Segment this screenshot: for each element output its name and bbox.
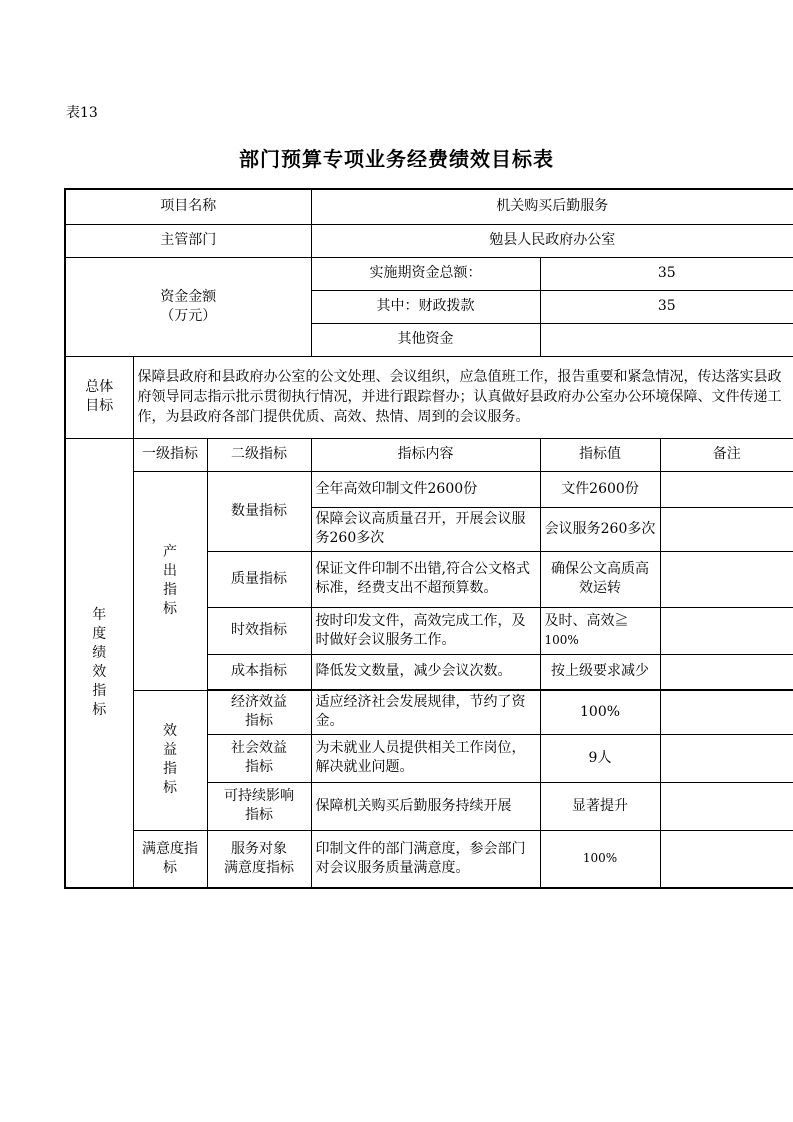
annual-char: 指 xyxy=(92,682,107,699)
output-char: 出 xyxy=(163,562,177,579)
indicator-value: 文件2600份 xyxy=(540,471,660,507)
indicator-value: 100% xyxy=(540,690,660,734)
indicator-content: 保证文件印制不出错,符合公文格式标准，经费支出不超预算数。 xyxy=(311,551,540,607)
indicator-content: 为未就业人员提供相关工作岗位，解决就业问题。 xyxy=(311,734,540,782)
satisfaction-indicator-label xyxy=(133,830,207,888)
funds-other-value xyxy=(540,323,793,356)
project-value: 机关购买后勤服务 xyxy=(311,189,793,224)
satisfaction-sub-line2: 满意度指标 xyxy=(224,859,294,876)
indicator-value: 9人 xyxy=(540,734,660,782)
overall-goal-label xyxy=(65,356,133,438)
funds-label-line1: 资金金额 xyxy=(160,288,217,305)
funds-other-label: 其他资金 xyxy=(311,323,540,356)
funds-total-label: 实施期资金总额： xyxy=(311,257,540,290)
economic-label-line1: 经济效益 xyxy=(231,694,287,710)
indicator-value: 显著提升 xyxy=(540,782,660,830)
indicator-header-row xyxy=(65,438,793,471)
benefit-char: 指 xyxy=(163,761,177,777)
header-level1: 一级指标 xyxy=(133,438,207,471)
funds-label xyxy=(65,257,311,356)
indicator-value xyxy=(540,607,660,654)
cost-indicator-label: 成本指标 xyxy=(207,654,311,689)
overall-goal-label-line1: 总体 xyxy=(85,379,114,395)
indicator-remark xyxy=(660,507,793,551)
indicator-remark xyxy=(660,690,793,734)
funds-total-value: 35 xyxy=(540,257,793,290)
benefit-char: 效 xyxy=(163,723,177,739)
indicator-value: 确保公文高质高效运转 xyxy=(540,551,660,607)
header-remark: 备注 xyxy=(660,438,793,471)
indicator-remark xyxy=(660,734,793,782)
table-number-label: 表13 xyxy=(66,105,98,121)
overall-goal-label-line2: 目标 xyxy=(85,398,114,414)
quantity-indicator-label: 数量指标 xyxy=(207,471,311,551)
sustainable-label-line1: 可持续影响 xyxy=(224,788,294,804)
annual-char: 度 xyxy=(92,625,107,642)
department-label: 主管部门 xyxy=(65,224,311,257)
indicator-content: 适应经济社会发展规律，节约了资金。 xyxy=(311,690,540,734)
economic-indicator-label xyxy=(207,690,311,734)
annual-char: 年 xyxy=(92,606,107,623)
indicator-content: 保障机关购买后勤服务持续开展 xyxy=(311,782,540,830)
funds-fiscal-value: 35 xyxy=(540,290,793,323)
funds-label-line2: （万元） xyxy=(160,307,217,324)
output-char: 产 xyxy=(163,543,177,560)
social-indicator-label xyxy=(207,734,311,782)
quality-indicator-label: 质量指标 xyxy=(207,551,311,607)
indicator-value: 100% xyxy=(540,830,660,888)
timeliness-indicator-label: 时效指标 xyxy=(207,607,311,654)
indicator-remark xyxy=(660,607,793,654)
overall-goal-row xyxy=(65,356,793,438)
table-row xyxy=(65,690,793,734)
overall-goal-text: 保障县政府和县政府办公室的公文处理、会议组织，应急值班工作，报告重要和紧急情况，传达落实县政府领导同志指示批示贯彻执行情况，并进行跟踪督办；认真做好县政府办公室办公环境保障、文件传递工作，为县政府各部门提供优质、高效、热情、周到的会议服务。 xyxy=(133,356,793,438)
sustainable-indicator-label xyxy=(207,782,311,830)
benefit-indicator-label xyxy=(133,690,207,830)
indicator-value-line2: 100% xyxy=(544,632,579,647)
satisfaction-sub-line1: 服务对象 xyxy=(231,840,287,857)
annual-char: 标 xyxy=(92,701,107,718)
satisfaction-label-line1: 满意度指 xyxy=(142,840,198,857)
header-content: 指标内容 xyxy=(311,438,540,471)
economic-label-line2: 指标 xyxy=(245,713,273,729)
header-value: 指标值 xyxy=(540,438,660,471)
project-label: 项目名称 xyxy=(65,189,311,224)
indicator-content: 按时印发文件，高效完成工作，及时做好会议服务工作。 xyxy=(311,607,540,654)
indicator-remark xyxy=(660,551,793,607)
indicator-content: 保障会议高质量召开，开展会议服务260多次 xyxy=(311,507,540,551)
satisfaction-sub-indicator-label xyxy=(207,830,311,888)
department-value: 勉县人民政府办公室 xyxy=(311,224,793,257)
benefit-char: 标 xyxy=(163,780,177,796)
indicator-remark xyxy=(660,830,793,888)
social-label-line1: 社会效益 xyxy=(231,740,287,756)
table-row xyxy=(65,471,793,507)
indicator-value: 按上级要求减少 xyxy=(540,654,660,689)
department-row xyxy=(65,224,793,257)
table-row xyxy=(65,830,793,888)
sustainable-label-line2: 指标 xyxy=(245,807,273,823)
performance-target-table xyxy=(64,188,793,889)
benefit-char: 益 xyxy=(163,742,177,758)
indicator-content: 印制文件的部门满意度，参会部门对会议服务质量满意度。 xyxy=(311,830,540,888)
page-title: 部门预算专项业务经费绩效目标表 xyxy=(239,147,554,171)
funds-fiscal-label: 其中：财政拨款 xyxy=(311,290,540,323)
output-indicator-label xyxy=(133,471,207,690)
funds-total-row xyxy=(65,257,793,290)
output-char: 标 xyxy=(163,600,177,617)
indicator-content: 降低发文数量，减少会议次数。 xyxy=(311,654,540,689)
indicator-content: 全年高效印制文件2600份 xyxy=(311,471,540,507)
annual-char: 效 xyxy=(92,663,107,680)
indicator-remark xyxy=(660,654,793,689)
indicator-remark xyxy=(660,782,793,830)
annual-indicator-label xyxy=(65,438,133,888)
project-row xyxy=(65,189,793,224)
indicator-value-line1: 及时、高效≧ xyxy=(544,612,629,629)
satisfaction-label-line2: 标 xyxy=(163,859,177,876)
indicator-value: 会议服务260多次 xyxy=(540,507,660,551)
header-level2: 二级指标 xyxy=(207,438,311,471)
output-char: 指 xyxy=(163,581,177,598)
annual-char: 绩 xyxy=(92,644,107,661)
social-label-line2: 指标 xyxy=(245,759,273,775)
indicator-remark xyxy=(660,471,793,507)
